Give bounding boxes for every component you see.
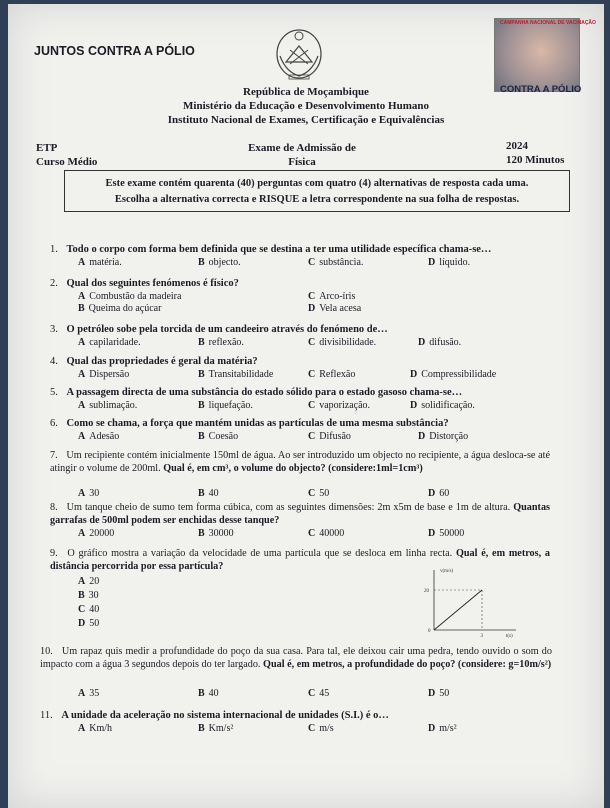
option-a: A matéria. bbox=[78, 257, 122, 268]
question-6: 6. Como se chama, a força que mantém unidas as partículas de uma mesma substância? bbox=[50, 418, 449, 429]
option-b: B objecto. bbox=[198, 257, 241, 268]
option-b: B 30 bbox=[78, 590, 99, 601]
option-a: A Km/h bbox=[78, 723, 113, 734]
exam-code: ETP bbox=[36, 142, 58, 154]
question-7: 7. Um recipiente contém inicialmente 150ml de água. Ao ser introduzido um objecto no recipiente, a água desloca-se até atingir o volume de 200ml. Qual é, em cm³, o volume do objecto? (considere:1ml=1cm³) bbox=[50, 450, 551, 474]
option-c: C Arco-íris bbox=[308, 291, 356, 302]
option-c: C Difusão bbox=[308, 431, 351, 442]
course-level: Curso Médio bbox=[36, 156, 98, 168]
exam-subject: Física bbox=[288, 156, 316, 168]
option-c: C vaporização. bbox=[308, 400, 371, 411]
origin-label: 0 bbox=[428, 629, 431, 634]
option-d: D 60 bbox=[428, 488, 450, 499]
option-d: D m/s² bbox=[428, 723, 457, 734]
option-b: B Coesão bbox=[198, 431, 239, 442]
question-11: 11. A unidade da aceleração no sistema internacional de unidades (S.I.) é o… bbox=[40, 710, 389, 721]
exam-paper bbox=[8, 4, 604, 808]
instructions-line-2: Escolha a alternativa correcta e RISQUE a letra correspondente na sua folha de respostas. bbox=[114, 194, 520, 205]
option-d: D Compressibilidade bbox=[410, 369, 497, 380]
x-axis-label: t(s) bbox=[506, 634, 513, 639]
exam-title: Exame de Admissão de bbox=[248, 142, 356, 154]
option-a: A sublimação. bbox=[78, 400, 138, 411]
option-a: A 20000 bbox=[78, 528, 115, 539]
question-4: 4. Qual das propriedades é geral da matéria? bbox=[50, 356, 258, 367]
question-2: 2. Qual dos seguintes fenómenos é físico? bbox=[50, 278, 239, 289]
option-b: B 40 bbox=[198, 488, 219, 499]
x-tick-label: 3 bbox=[480, 634, 483, 639]
coat-of-arms-emblem bbox=[272, 26, 326, 82]
question-10: 10. Um rapaz quis medir a profundidade do poço da sua casa. Para tal, ele deixou cair uma pedra, tendo ouvido o som do impacto com a água 3 segundos depois do ter largado. Qual é, em metros, a profundidade do poço? (considere: g=10m/s²) bbox=[40, 646, 552, 670]
option-c: C 40 bbox=[78, 604, 100, 615]
polio-campaign-photo bbox=[494, 18, 580, 92]
option-b: B Queima do açúcar bbox=[78, 303, 162, 314]
question-8: 8. Um tanque cheio de sumo tem forma cúbica, com as seguintes dimensões: 2m x5m de base e 1m de altura. Quantas garrafas de 500ml podem ser enchidas desse tanque? bbox=[50, 502, 551, 526]
option-b: B liquefação. bbox=[198, 400, 253, 411]
option-b: B 40 bbox=[198, 688, 219, 699]
option-c: C 45 bbox=[308, 688, 330, 699]
option-d: D líquido. bbox=[428, 257, 471, 268]
question-1 bbox=[50, 244, 491, 256]
option-a: A Dispersão bbox=[78, 369, 130, 380]
y-tick-label: 20 bbox=[424, 589, 429, 594]
instructions-line-1: Este exame contém quarenta (40) perguntas com quatro (4) alternativas de resposta cada uma. bbox=[105, 178, 529, 189]
ministry-title: Ministério da Educação e Desenvolvimento Humano bbox=[183, 100, 429, 112]
option-b: B reflexão. bbox=[198, 337, 244, 348]
option-a: A 35 bbox=[78, 688, 100, 699]
option-c: C 40000 bbox=[308, 528, 345, 539]
photo-caption: CONTRA A PÓLIO bbox=[500, 84, 582, 95]
campaign-slogan: JUNTOS CONTRA A PÓLIO bbox=[34, 44, 195, 58]
instructions-box bbox=[64, 170, 570, 212]
question-number: 1. bbox=[50, 244, 58, 255]
option-d: D Distorção bbox=[418, 431, 469, 442]
option-d: D 50 bbox=[78, 618, 100, 629]
option-d: D 50000 bbox=[428, 528, 465, 539]
option-a: A Adesão bbox=[78, 431, 120, 442]
question-5: 5. A passagem directa de uma substância do estado sólido para o estado gasoso chama-se… bbox=[50, 387, 463, 398]
option-d: D Vela acesa bbox=[308, 303, 362, 314]
institute-title: Instituto Nacional de Exames, Certificação e Equivalências bbox=[167, 114, 445, 126]
option-c: C m/s bbox=[308, 723, 334, 734]
question-9: 9. O gráfico mostra a variação da velocidade de uma partícula que se desloca em linha recta. Qual é, em metros, a distância percorrida por essa partícula? bbox=[50, 548, 551, 572]
option-b: B 30000 bbox=[198, 528, 234, 539]
y-axis-label: v(m/s) bbox=[440, 569, 454, 574]
exam-duration: 120 Minutos bbox=[506, 154, 565, 166]
velocity-line bbox=[434, 590, 482, 630]
republic-title: República de Moçambique bbox=[243, 86, 369, 98]
option-a: A 30 bbox=[78, 488, 100, 499]
option-c: C 50 bbox=[308, 488, 330, 499]
option-d: D 50 bbox=[428, 688, 450, 699]
option-a: A Combustão da madeira bbox=[78, 291, 182, 302]
option-d: D solidificação. bbox=[410, 400, 475, 411]
option-a: A 20 bbox=[78, 576, 100, 587]
exam-year: 2024 bbox=[506, 140, 528, 152]
question-3: 3. O petróleo sobe pela torcida de um candeeiro através do fenómeno de… bbox=[50, 324, 388, 335]
option-d: D difusão. bbox=[418, 337, 462, 348]
option-c: C divisibilidade. bbox=[308, 337, 377, 348]
question-text: Todo o corpo com forma bem definida que se destina a ter uma utilidade específica chama-se… bbox=[66, 244, 492, 255]
option-b: B Km/s² bbox=[198, 723, 234, 734]
option-c: C Reflexão bbox=[308, 369, 356, 380]
option-c: C substância. bbox=[308, 257, 364, 268]
option-b: B Transitabilidade bbox=[198, 369, 274, 380]
velocity-time-graph bbox=[420, 564, 520, 640]
option-a: A capilaridade. bbox=[78, 337, 141, 348]
photo-banner-text: CAMPANHA NACIONAL DE VACINAÇÃO bbox=[500, 20, 596, 26]
